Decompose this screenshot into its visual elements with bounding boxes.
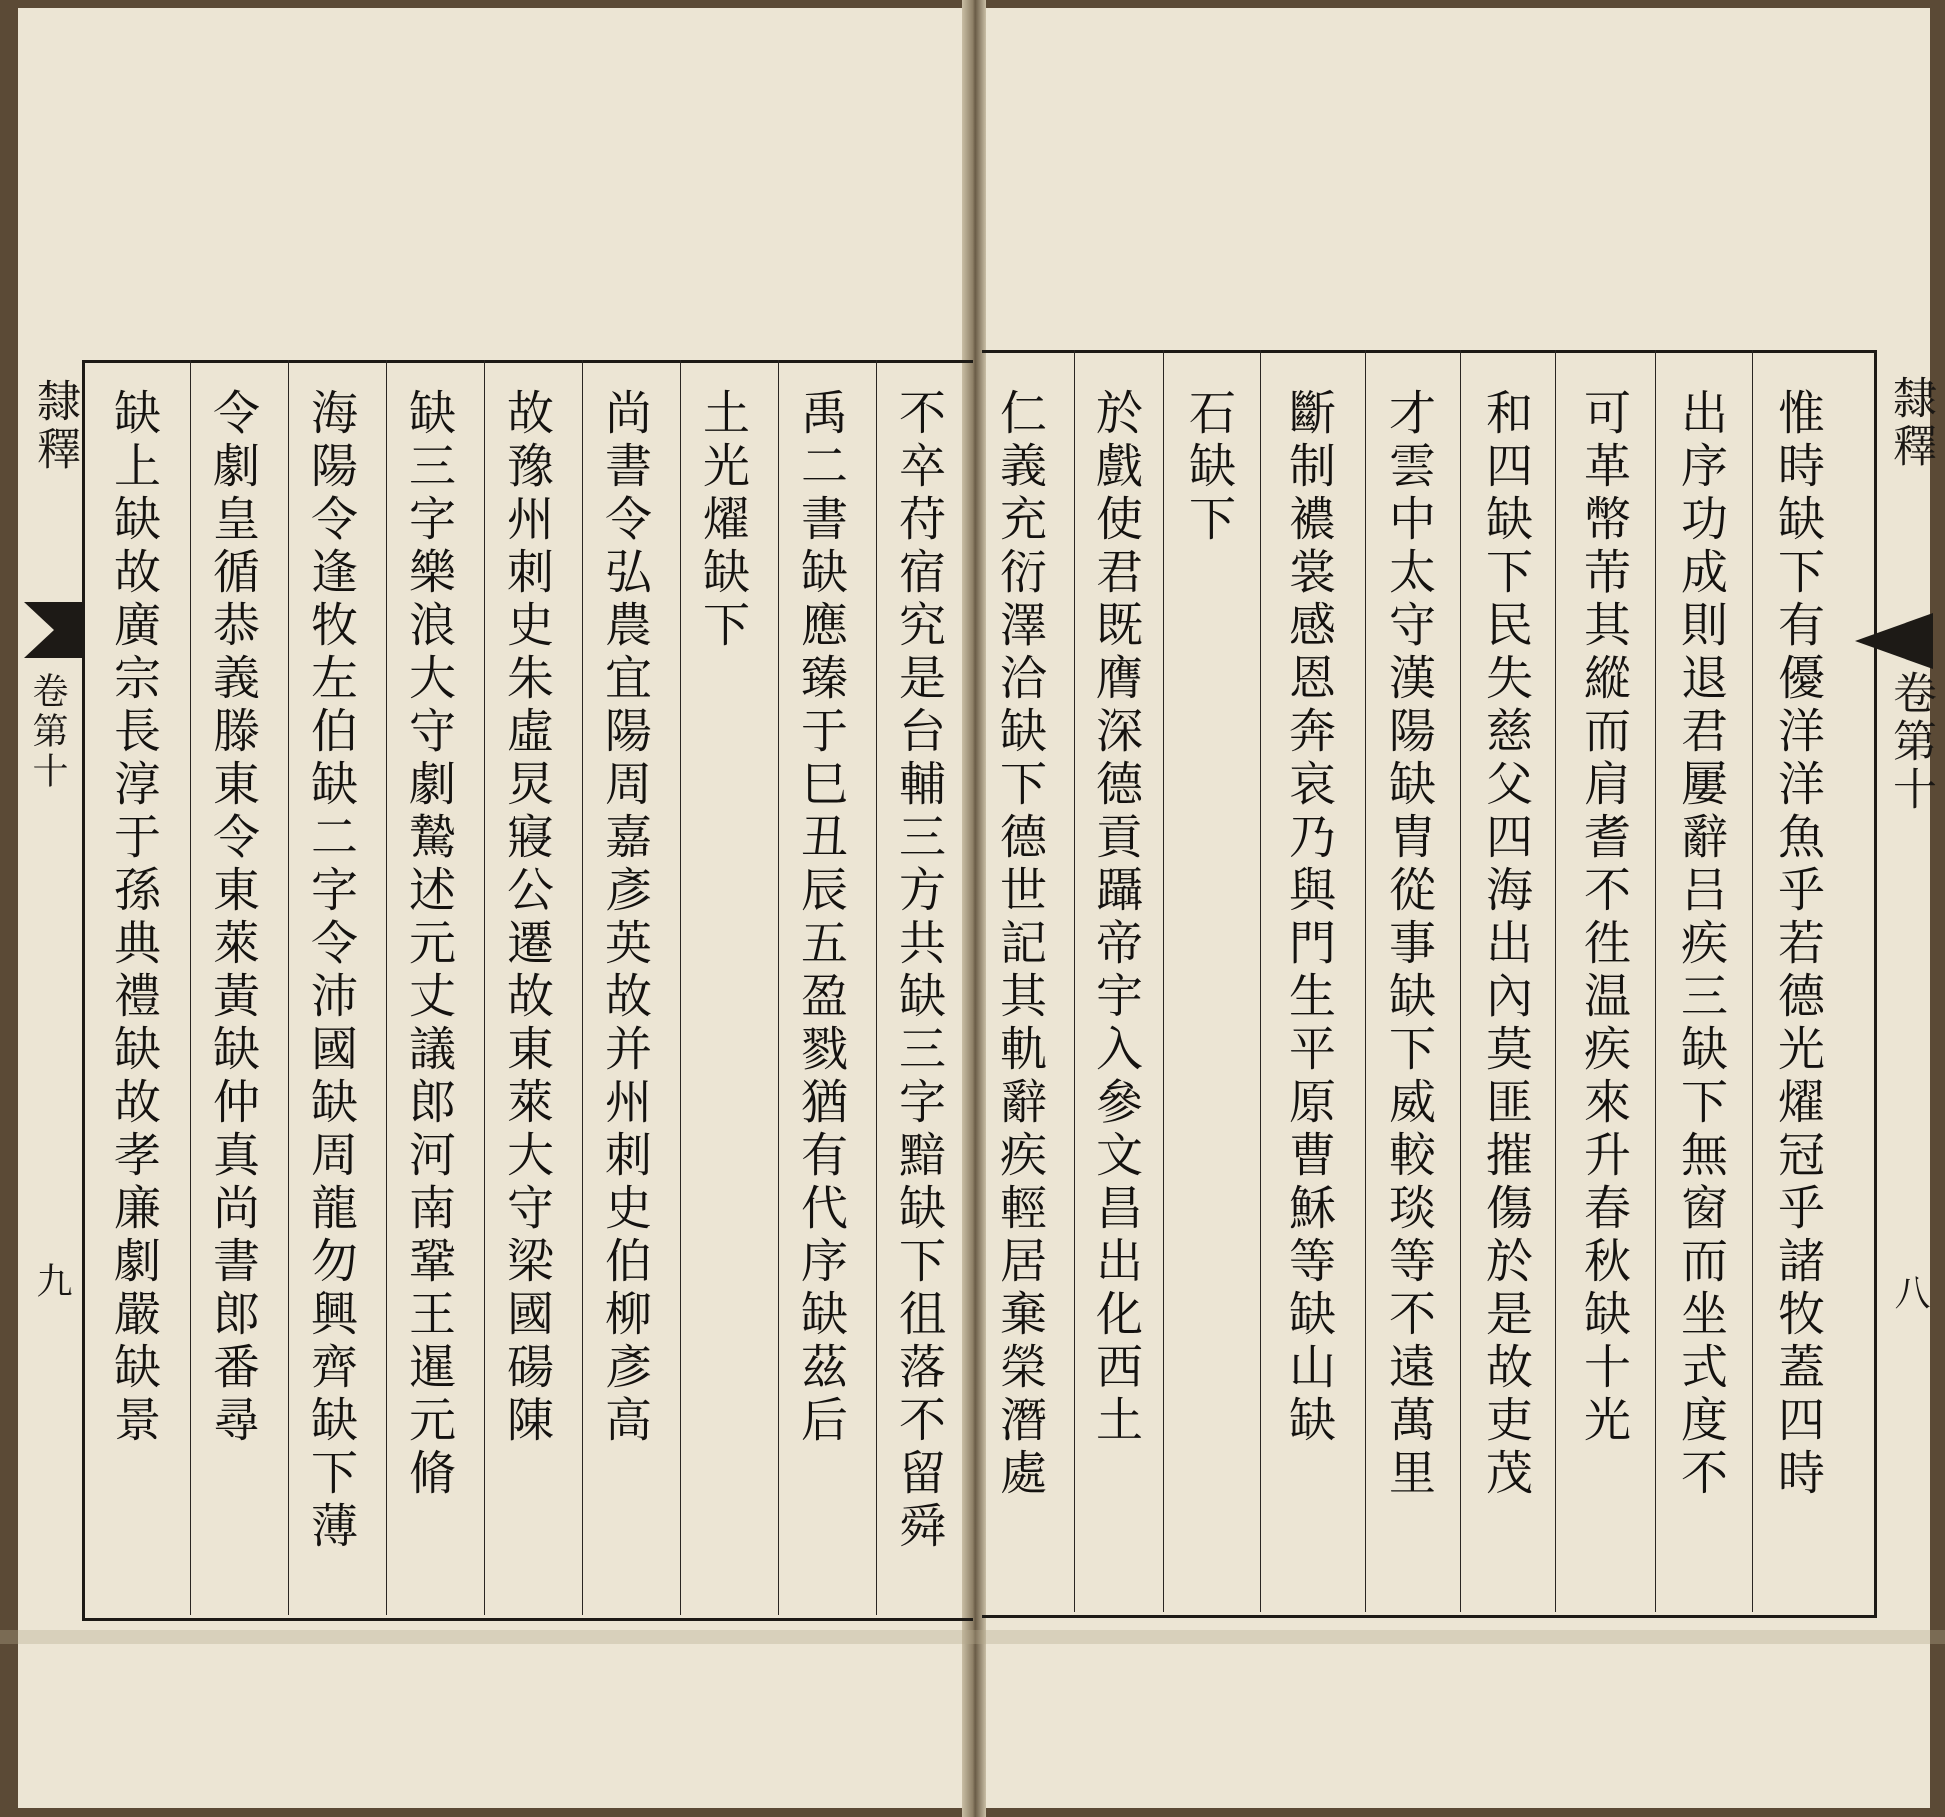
text-column: 才雲中太守漢陽缺胄從事缺下威較琰等不遠萬里 — [1381, 388, 1436, 1501]
page-bottom-band — [0, 1630, 1945, 1644]
text-column: 禹二書缺應臻于巳丑辰五盈戮猶有代序缺茲后 — [793, 388, 848, 1448]
column-rule — [484, 360, 485, 1615]
text-column: 石缺下 — [1181, 388, 1236, 547]
column-rule — [582, 360, 583, 1615]
text-column: 惟時缺下有優洋洋魚乎若德光燿冠乎諸牧蓋四時 — [1770, 388, 1825, 1501]
text-column: 故豫州刺史朱虛炅寢公遷故東萊大守梁國碭陳 — [499, 388, 554, 1448]
text-column: 仁義充衍澤洽缺下德世記其軌辭疾輕居棄榮潛處 — [992, 388, 1047, 1501]
text-column: 出序功成則退君屢辭吕疾三缺下無窗而坐式度不 — [1673, 388, 1728, 1501]
right-margin-volume: 卷第十 — [1885, 670, 1936, 814]
text-column: 土光燿缺下 — [695, 388, 750, 653]
text-column: 令劇皇循恭義滕東令東萊黃缺仲真尚書郎番尋 — [205, 388, 260, 1448]
column-rule — [190, 360, 191, 1615]
left-margin-title: 隸釋 — [29, 378, 80, 474]
column-rule — [680, 360, 681, 1615]
text-column: 海陽令逢牧左伯缺二字令沛國缺周龍勿興齊缺下薄 — [303, 388, 358, 1554]
text-column: 缺三字樂浪大守劇騺述元丈議郎河南鞏王暹元脩 — [401, 388, 456, 1501]
column-rule — [876, 360, 877, 1615]
column-rule — [1365, 350, 1366, 1612]
column-rule — [1655, 350, 1656, 1612]
column-rule — [288, 360, 289, 1615]
text-column: 可革幣芾其縱而肩耆不徃温疾來升春秋缺十光 — [1576, 388, 1631, 1448]
column-rule — [1555, 350, 1556, 1612]
text-column: 尚書令弘農宜陽周嘉彥英故并州刺史伯柳彥高 — [597, 388, 652, 1448]
column-rule — [1163, 350, 1164, 1612]
column-rule — [1752, 350, 1753, 1612]
right-margin-title: 隸釋 — [1885, 375, 1936, 471]
right-margin-page: 八 — [1889, 1274, 1930, 1310]
text-column: 不卒苻宿究是台輔三方共缺三字黯缺下徂落不留舜 — [891, 388, 946, 1554]
text-column: 於戲使君既膺深德貢躡帝宇入參文昌出化西土 — [1088, 388, 1143, 1448]
left-margin-volume: 卷第十 — [27, 672, 68, 792]
column-rule — [1260, 350, 1261, 1612]
column-rule — [386, 360, 387, 1615]
text-column: 和四缺下民失慈父四海出內莫匪摧傷於是故吏茂 — [1478, 388, 1533, 1501]
text-column: 缺上缺故廣宗長淳于孫典禮缺故孝廉劇嚴缺景 — [106, 388, 161, 1448]
column-rule — [778, 360, 779, 1615]
column-rule — [1074, 350, 1075, 1612]
column-rule — [1460, 350, 1461, 1612]
left-margin-page: 九 — [31, 1262, 72, 1298]
text-column: 斷制襛裳感恩奔哀乃與門生平原曹穌等缺山缺 — [1281, 388, 1336, 1448]
